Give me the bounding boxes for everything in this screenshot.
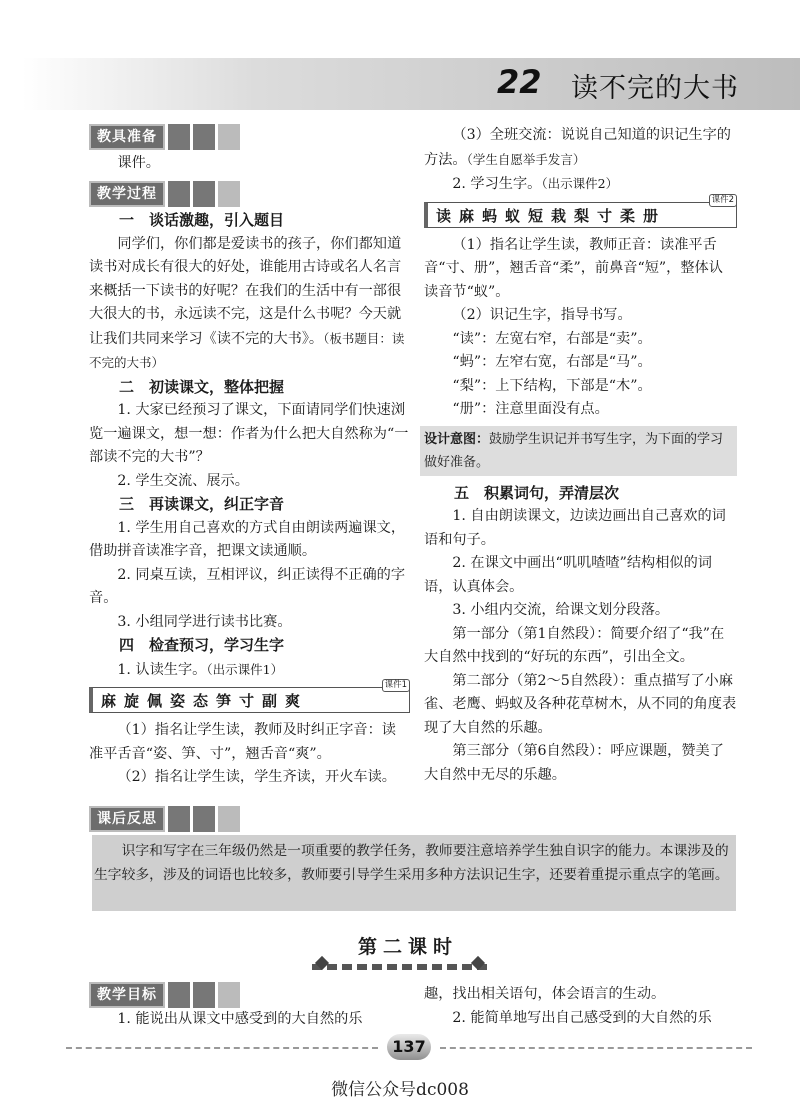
section-5-item-3: 3. 小组内交流，给课文划分段落。 (452, 602, 670, 618)
section-2-title: 二 初读课文，整体把握 (119, 377, 285, 396)
objectives-badge-label: 教学目标 (89, 982, 165, 1008)
section-3-title: 三 再读课文，纠正字音 (119, 495, 285, 513)
materials-badge (89, 124, 240, 150)
badge-square (168, 124, 190, 150)
badge-square (193, 181, 215, 207)
right-item-2 (424, 172, 737, 197)
section-5-part-3: 第三部分（第6自然段）：呼应课题，赞美了大自然中无尽的乐趣。 (424, 743, 724, 783)
badge-square (193, 806, 215, 832)
materials-badge-label: 教具准备 (89, 124, 165, 150)
reflection-badge (89, 806, 240, 832)
objective-2: 2. 能简单地写出自己感受到的大自然的乐 (452, 1009, 712, 1026)
char-note-du: “读”：左宽右窄，右部是“卖”。 (452, 330, 652, 347)
lesson-title-underline (312, 964, 487, 970)
section-5-part-2: 第二部分（第2～5自然段）：重点描写了小麻雀、老鹰、蚂蚁及各种花草树木，从不同的角度表现了大自然的乐趣。 (424, 672, 737, 736)
right-item-3: （1）指名让学生读，教师正音：读准平舌音“寸、册”，翘舌音“柔”，前鼻音“短”，整体认读音节“蚁”。 (424, 236, 723, 300)
reflection-badge-label: 课后反思 (89, 806, 165, 832)
right-item-1 (424, 124, 737, 172)
materials-text-block (89, 152, 389, 176)
courseware-2-tag: 课件2 (709, 194, 737, 207)
section-5-item-1: 1. 自由朗读课文，边读边画出自己喜欢的词语和句子。 (424, 508, 726, 548)
section-5-title: 五 积累词句，弄清层次 (454, 483, 620, 502)
objectives-badge (89, 982, 240, 1008)
footer-dash-right (440, 1047, 752, 1049)
badge-square (218, 982, 240, 1008)
badge-square (193, 982, 215, 1008)
courseware-1-strip (89, 680, 410, 713)
second-lesson-title: 第二课时 (358, 936, 459, 958)
left-column (89, 209, 410, 790)
right-item-1-text: （3）全班交流：说说自己知道的识记生字的方法。 (424, 127, 731, 168)
section-5-part-1: 第一部分（第1自然段）：简要介绍了“我”在大自然中找到的“好玩的东西”，引出全文。 (424, 625, 725, 665)
section-2-item-1: 1. 大家已经预习了课文，下面请同学们快速浏览一遍课文，想一想：作者为什么把大自然称为“一部读不完的大书”？ (89, 402, 409, 465)
objectives-left (89, 1008, 410, 1032)
section-4-text: 1. 认读生字。 (117, 661, 207, 678)
courseware-2-chars: 读麻蚂蚁短栽梨寸柔册 (436, 206, 667, 225)
section-2-item-2: 2. 学生交流、展示。 (117, 472, 249, 489)
courseware-1-tag: 课件1 (382, 679, 410, 692)
materials-text: 课件。 (117, 155, 160, 171)
right-item-2-text: 2. 学习生字。 (452, 176, 542, 192)
section-4-item-3: （2）指名让学生读，学生齐读，开火车读。 (117, 769, 396, 785)
reflection-text: 识字和写字在三年级仍然是一项重要的教学任务，教师要注意培养学生独自识字的能力。本课涉及的生字较多，涉及的词语也比较多，教师要引导学生采用多种方法识记生字，还要着重提示重点字的笔画。 (94, 843, 729, 883)
badge-square (218, 806, 240, 832)
courseware-1-chars: 麻旋佩姿态笋寸副爽 (101, 692, 309, 710)
objective-1-start: 1. 能说出从课文中感受到的大自然的乐 (117, 1011, 363, 1027)
right-item-1-note: （学生自愿举手发言） (466, 151, 586, 167)
footer-dash-left (66, 1047, 378, 1049)
process-badge-label: 教学过程 (89, 181, 165, 207)
watermark: 微信公众号dc008 (331, 1080, 469, 1100)
badge-square (168, 181, 190, 207)
design-intent-label: 设计意图： (424, 431, 490, 447)
courseware-2-strip (424, 194, 737, 228)
section-3-item-1: 1. 学生用自己喜欢的方式自由朗读两遍课文，借助拼音读准字音，把课文读通顺。 (89, 519, 406, 559)
lesson-title: 读不完的大书 (571, 73, 739, 104)
badge-square (168, 982, 190, 1008)
section-3-item-2: 2. 同桌互读，互相评议，纠正读得不正确的字音。 (89, 566, 406, 606)
badge-square (218, 181, 240, 207)
process-badge (89, 181, 240, 207)
char-note-ce: “册”：注意里面没有点。 (452, 401, 609, 417)
page-number: 137 (387, 1034, 431, 1060)
section-5-item-2: 2. 在课文中画出“叽叽喳喳”结构相似的词语，认真体会。 (424, 555, 712, 595)
section-1-title: 一 谈话激趣，引入题目 (119, 211, 285, 229)
badge-square (168, 806, 190, 832)
section-4-title: 四 检查预习，学习生字 (119, 636, 285, 654)
design-intent-text: 鼓励学生识记并书写生字，为下面的学习做好准备。 (424, 431, 724, 470)
section-1-text: 同学们，你们都是爱读书的孩子，你们都知道读书对成长有很大的好处，谁能用古诗或名人名言来概括一下读书的好呢？在我们的生活中有一部很大很大的书，永远读不完，这是什么书呢？今天就让我们共同来学习《读不完的大书》。 (89, 235, 402, 347)
objective-1-end: 趣，找出相关语句，体会语言的生动。 (424, 986, 666, 1002)
section-4-item-1 (89, 658, 410, 683)
reflection-box (92, 835, 736, 911)
section-1-paragraph (89, 233, 410, 376)
badge-square (193, 124, 215, 150)
badge-square (218, 124, 240, 150)
section-4-note: （出示课件1） (206, 661, 284, 677)
section-1-note: （板书题目：读不完的大书） (89, 330, 405, 370)
design-intent-box (420, 426, 737, 476)
objectives-right (424, 983, 737, 1030)
char-note-ma: “蚂”：左窄右宽，右部是“马”。 (452, 354, 652, 370)
section-3-item-3: 3. 小组同学进行读书比赛。 (117, 613, 292, 630)
right-item-2-note: （出示课件2） (541, 176, 619, 191)
char-note-li: “梨”：上下结构，下部是“木”。 (452, 377, 652, 394)
section-4-item-2: （1）指名让学生读，教师及时纠正字音：读准平舌音“姿、笋、寸”，翘舌音“爽”。 (89, 722, 396, 762)
right-item-4: （2）识记生字，指导书写。 (452, 307, 632, 323)
right-column (424, 124, 737, 787)
lesson-number: 22 (497, 63, 542, 101)
